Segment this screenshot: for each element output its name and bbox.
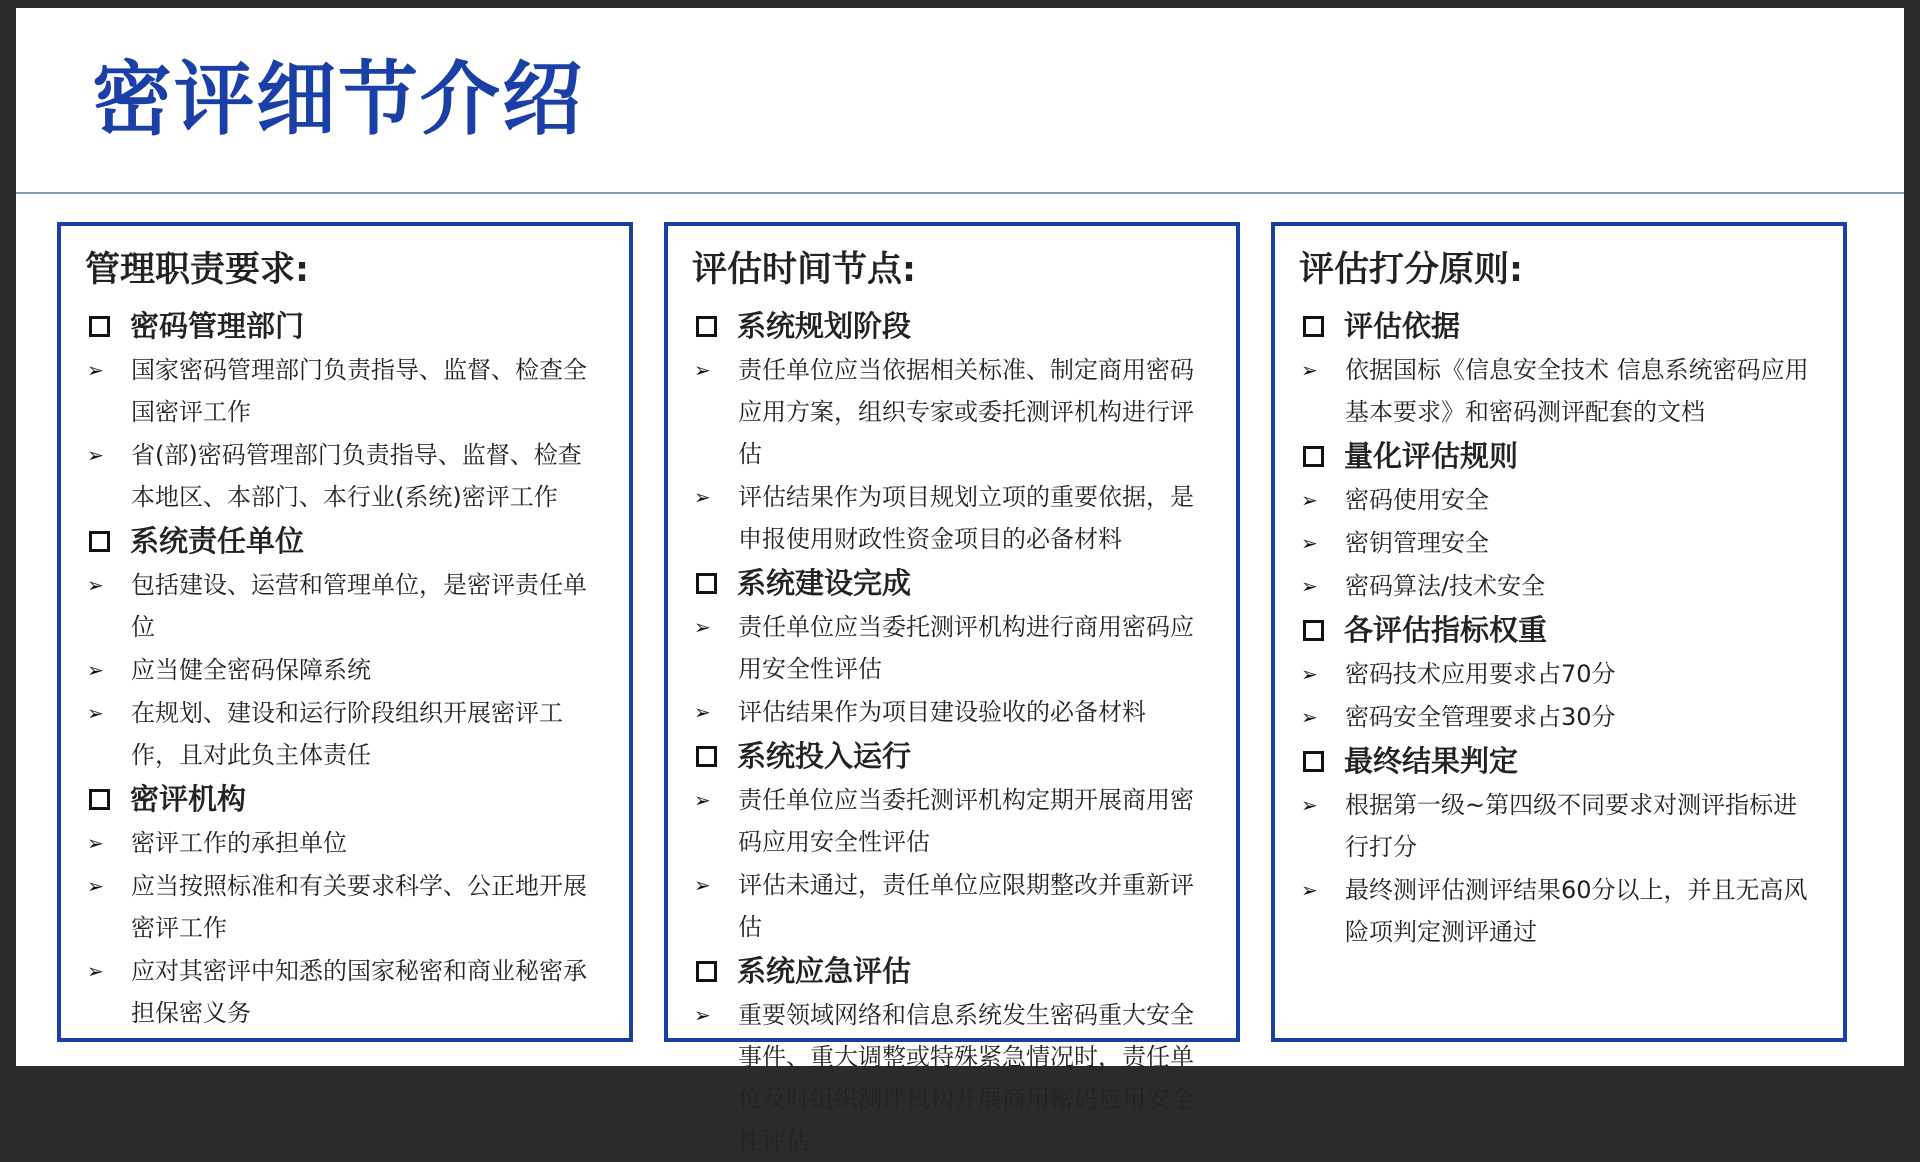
bullet-list — [85, 564, 609, 776]
slide — [16, 8, 1904, 1155]
section-label: 系统规划阶段 — [737, 309, 912, 343]
section-header — [692, 734, 1216, 779]
hollow-square-bullet-icon — [89, 531, 110, 552]
list-item — [85, 865, 609, 949]
section-label: 最终结果判定 — [1344, 744, 1519, 778]
list-item — [85, 692, 609, 776]
bullet-text: 责任单位应当委托测评机构定期开展商用密码应用安全性评估 — [738, 786, 1194, 856]
bullet-text: 责任单位应当依据相关标准、制定商用密码应用方案，组织专家或委托测评机构进行评估 — [738, 356, 1194, 468]
section — [85, 304, 609, 518]
hollow-square-bullet-icon — [1303, 446, 1324, 467]
bullet-text: 密评工作的承担单位 — [131, 829, 347, 857]
list-item — [1299, 653, 1823, 695]
arrow-bullet-icon: ➢ — [87, 701, 104, 725]
arrow-bullet-icon: ➢ — [87, 443, 104, 467]
hollow-square-bullet-icon — [1303, 751, 1324, 772]
hollow-square-bullet-icon — [696, 573, 717, 594]
arrow-bullet-icon: ➢ — [694, 788, 711, 812]
section — [1299, 304, 1823, 433]
section — [692, 734, 1216, 948]
bullet-list — [692, 994, 1216, 1162]
bullet-text: 责任单位应当委托测评机构进行商用密码应用安全性评估 — [738, 613, 1194, 683]
arrow-bullet-icon: ➢ — [694, 873, 711, 897]
hollow-square-bullet-icon — [696, 961, 717, 982]
section — [1299, 608, 1823, 738]
arrow-bullet-icon: ➢ — [1301, 358, 1318, 382]
bullet-text: 密码算法/技术安全 — [1345, 572, 1546, 600]
list-item — [85, 950, 609, 1034]
arrow-bullet-icon: ➢ — [1301, 705, 1318, 729]
bullet-list — [692, 349, 1216, 560]
section-header — [1299, 739, 1823, 784]
bullet-text: 密码使用安全 — [1345, 486, 1489, 514]
section-header — [1299, 434, 1823, 479]
hollow-square-bullet-icon — [89, 316, 110, 337]
bullet-text: 密码技术应用要求占70分 — [1345, 660, 1616, 688]
list-item — [1299, 696, 1823, 738]
bullet-list — [692, 779, 1216, 948]
arrow-bullet-icon: ➢ — [87, 658, 104, 682]
section-header — [85, 777, 609, 822]
section-label: 量化评估规则 — [1344, 439, 1519, 473]
list-item — [692, 349, 1216, 475]
bullet-list — [1299, 784, 1823, 953]
section-label: 各评估指标权重 — [1344, 613, 1548, 647]
arrow-bullet-icon: ➢ — [694, 358, 711, 382]
bullet-list — [692, 606, 1216, 733]
bullet-text: 应当健全密码保障系统 — [131, 656, 371, 684]
panel-management-duties — [57, 222, 633, 1042]
section — [692, 561, 1216, 733]
bullet-text: 密码安全管理要求占30分 — [1345, 703, 1616, 731]
arrow-bullet-icon: ➢ — [1301, 488, 1318, 512]
section — [1299, 739, 1823, 953]
section-label: 系统建设完成 — [737, 566, 912, 600]
section-header — [1299, 304, 1823, 349]
arrow-bullet-icon: ➢ — [87, 831, 104, 855]
list-item — [1299, 522, 1823, 564]
section-label: 系统投入运行 — [737, 739, 912, 773]
arrow-bullet-icon: ➢ — [694, 485, 711, 509]
panel-heading: 评估时间节点: — [692, 250, 916, 290]
arrow-bullet-icon: ➢ — [87, 573, 104, 597]
bullet-text: 应对其密评中知悉的国家秘密和商业秘密承担保密义务 — [131, 957, 587, 1027]
panel-heading: 评估打分原则: — [1299, 250, 1523, 290]
bullet-text: 重要领域网络和信息系统发生密码重大安全事件、重大调整或特殊紧急情况时，责任单位及时组织测评机构开展商用密码应用安全性评估 — [738, 1001, 1194, 1155]
arrow-bullet-icon: ➢ — [694, 615, 711, 639]
list-item — [1299, 565, 1823, 607]
hollow-square-bullet-icon — [696, 316, 717, 337]
section — [85, 777, 609, 1034]
list-item — [85, 649, 609, 691]
list-item — [85, 434, 609, 518]
arrow-bullet-icon: ➢ — [1301, 662, 1318, 686]
arrow-bullet-icon: ➢ — [1301, 878, 1318, 902]
arrow-bullet-icon: ➢ — [87, 959, 104, 983]
list-item — [692, 606, 1216, 690]
section-header — [692, 561, 1216, 606]
panel-scoring-principles — [1271, 222, 1847, 1042]
bullet-list — [1299, 653, 1823, 738]
hollow-square-bullet-icon — [89, 789, 110, 810]
bullet-text: 应当按照标准和有关要求科学、公正地开展密评工作 — [131, 872, 587, 942]
bullet-text: 最终测评估测评结果60分以上，并且无高风险项判定测评通过 — [1345, 876, 1808, 946]
section — [692, 949, 1216, 1162]
panel-evaluation-timeline — [664, 222, 1240, 1155]
bullet-text: 省(部)密码管理部门负责指导、监督、检查本地区、本部门、本行业(系统)密评工作 — [131, 441, 582, 511]
section-label: 系统责任单位 — [130, 524, 305, 558]
page-title: 密评细节介绍 — [92, 53, 584, 146]
bullet-text: 国家密码管理部门负责指导、监督、检查全国密评工作 — [131, 356, 587, 426]
arrow-bullet-icon: ➢ — [87, 358, 104, 382]
title-divider — [16, 192, 1904, 194]
arrow-bullet-icon: ➢ — [1301, 793, 1318, 817]
section-label: 密码管理部门 — [130, 309, 305, 343]
hollow-square-bullet-icon — [1303, 316, 1324, 337]
list-item — [1299, 349, 1823, 433]
arrow-bullet-icon: ➢ — [1301, 531, 1318, 555]
section-label: 密评机构 — [130, 782, 247, 816]
bullet-text: 评估结果作为项目规划立项的重要依据，是申报使用财政性资金项目的必备材料 — [738, 483, 1194, 553]
bullet-text: 在规划、建设和运行阶段组织开展密评工作，且对此负主体责任 — [131, 699, 563, 769]
section-header — [1299, 608, 1823, 653]
list-item — [85, 349, 609, 433]
list-item — [692, 994, 1216, 1162]
section-header — [85, 304, 609, 349]
list-item — [85, 564, 609, 648]
section — [692, 304, 1216, 560]
arrow-bullet-icon: ➢ — [694, 700, 711, 724]
section-header — [692, 949, 1216, 994]
arrow-bullet-icon: ➢ — [87, 874, 104, 898]
panel-heading: 管理职责要求: — [85, 250, 309, 290]
bullet-text: 根据第一级~第四级不同要求对测评指标进行打分 — [1345, 791, 1798, 861]
list-item — [692, 864, 1216, 948]
arrow-bullet-icon: ➢ — [694, 1003, 711, 1027]
section-label: 评估依据 — [1344, 309, 1461, 343]
list-item — [1299, 479, 1823, 521]
section-header — [692, 304, 1216, 349]
list-item — [692, 779, 1216, 863]
section-header — [85, 519, 609, 564]
list-item — [692, 691, 1216, 733]
list-item — [692, 476, 1216, 560]
bullet-text: 密钥管理安全 — [1345, 529, 1489, 557]
section — [85, 519, 609, 776]
section — [1299, 434, 1823, 607]
list-item — [1299, 869, 1823, 953]
hollow-square-bullet-icon — [696, 746, 717, 767]
bullet-text: 评估未通过，责任单位应限期整改并重新评估 — [738, 871, 1194, 941]
section-label: 系统应急评估 — [737, 954, 912, 988]
bullet-list — [85, 822, 609, 1034]
bullet-text: 评估结果作为项目建设验收的必备材料 — [738, 698, 1146, 726]
bullet-list — [85, 349, 609, 518]
hollow-square-bullet-icon — [1303, 620, 1324, 641]
bullet-list — [1299, 479, 1823, 607]
bullet-text: 包括建设、运营和管理单位，是密评责任单位 — [131, 571, 587, 641]
bullet-list — [1299, 349, 1823, 433]
list-item — [85, 822, 609, 864]
bullet-text: 依据国标《信息安全技术 信息系统密码应用基本要求》和密码测评配套的文档 — [1345, 356, 1809, 426]
arrow-bullet-icon: ➢ — [1301, 574, 1318, 598]
list-item — [1299, 784, 1823, 868]
